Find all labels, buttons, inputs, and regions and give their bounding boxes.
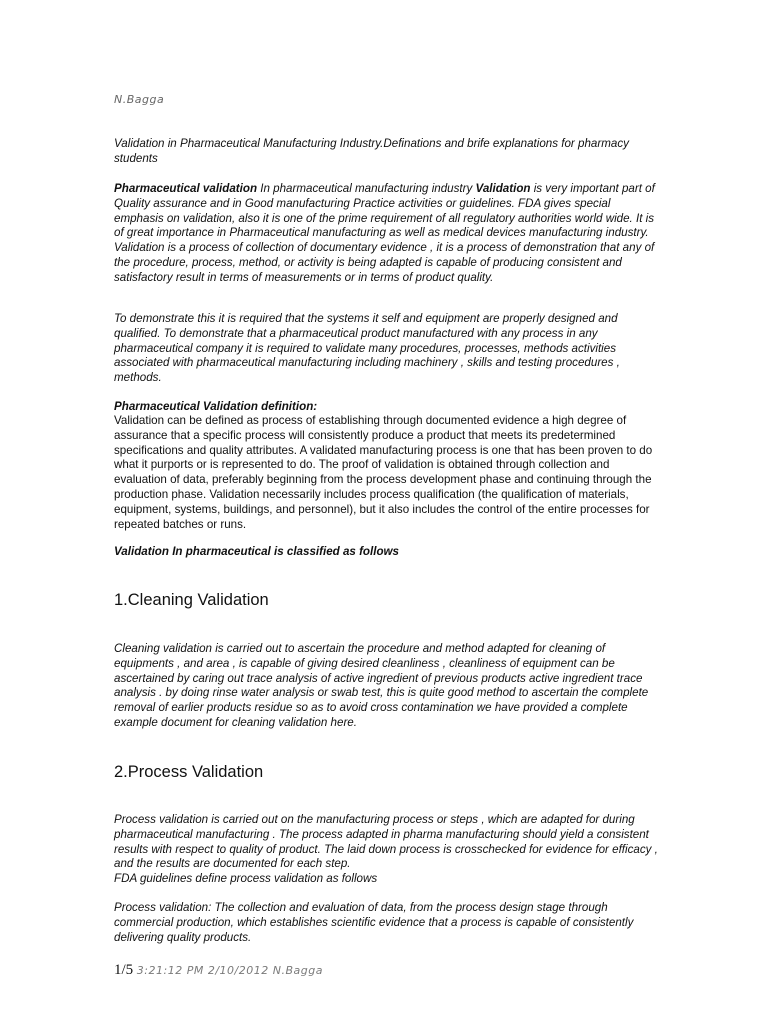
intro-bold-term: Pharmaceutical validation [114,182,258,195]
document-title: Validation in Pharmaceutical Manufacturing Industry.Definations and brife explanations for pharmacy students [114,137,629,165]
demonstrate-paragraph: To demonstrate this it is required that the systems it self and equipment are properly designed and qualified. To demonstrate that a pharmaceutical product manufactured with any process in any pharmaceutical company it is required to validate many procedures, processes, methods activities associated with pharmaceutical manufacturing including machinery , skills and testing procedures , methods. [114,312,620,385]
page-footer [114,962,323,979]
intro-text-3: Validation is a process of collection of documentary evidence , it is a process of demonstration that any of the procedure, process, method, or activity is being adapted is capable of producing consistent and satisfactory result in terms of measurements or in terms of product quality. [114,241,655,284]
intro-text-1: In pharmaceutical manufacturing industry [257,182,476,195]
footer-timestamp: 3:21:12 PM 2/10/2012 N.Bagga [136,964,323,977]
intro-text-2: is very important part of Quality assurance and in Good manufacturing Practice activities or guidelines. FDA gives special emphasis on validation, also it is one of the prime requirement of all regulatory authorities world wide. It is of great importance in Pharmaceutical manufacturing as well as medical devices manufacturing industry. [114,182,655,240]
process-definition-paragraph: Process validation: The collection and evaluation of data, from the process design stage through commercial production, which establishes scientific evidence that a process is capable of consistently delivering quality products. [114,901,634,944]
author-name: N.Bagga [114,93,165,106]
definition-heading: Pharmaceutical Validation definition: [114,400,318,413]
page-number: 1/5 [114,962,134,978]
process-text-2: FDA guidelines define process validation as follows [114,872,378,886]
cleaning-paragraph: Cleaning validation is carried out to ascertain the procedure and method adapted for cleaning of equipments , and area , is capable of giving desired cleanliness , cleanliness of equipment can be ascertained by caring out trace analysis of active ingredient of previous products active ingredient trace analysis . by doing rinse water analysis or swab test, this is quite good method to ascertain the complete removal of earlier products residue so as to avoid cross contamination we have provided a complete example document for cleaning validation here. [114,642,649,729]
intro-paragraph [114,182,659,286]
process-text-1: Process validation is carried out on the manufacturing process or steps , which are adapted for during pharmaceutical manufacturing . The process adapted in pharma manufacturing should yield a consistent results with respect to quality of product. The laid down process is crosschecked for evidence for efficacy , and the results are documented for each step. [114,813,658,871]
process-paragraph [114,813,659,887]
section-heading-process: 2.Process Validation [114,763,264,781]
section-heading-cleaning: 1.Cleaning Validation [114,591,269,609]
definition-paragraph: Validation can be defined as process of establishing through documented evidence a high degree of assurance that a specific process will consistently produce a product that meets its predetermined specifications and quality attributes. A validated manufacturing process is one that has been proven to do what it purports or is represented to do. The proof of validation is obtained through collection and evaluation of data, preferably beginning from the process development phase and continuing through the production phase. Validation necessarily includes process qualification (the qualification of materials, equipment, systems, buildings, and personnel), but it also includes the control of the entire processes for repeated batches or runs. [114,414,653,531]
intro-bold-validation: Validation [475,182,531,195]
classified-heading: Validation In pharmaceutical is classified as follows [114,545,399,558]
